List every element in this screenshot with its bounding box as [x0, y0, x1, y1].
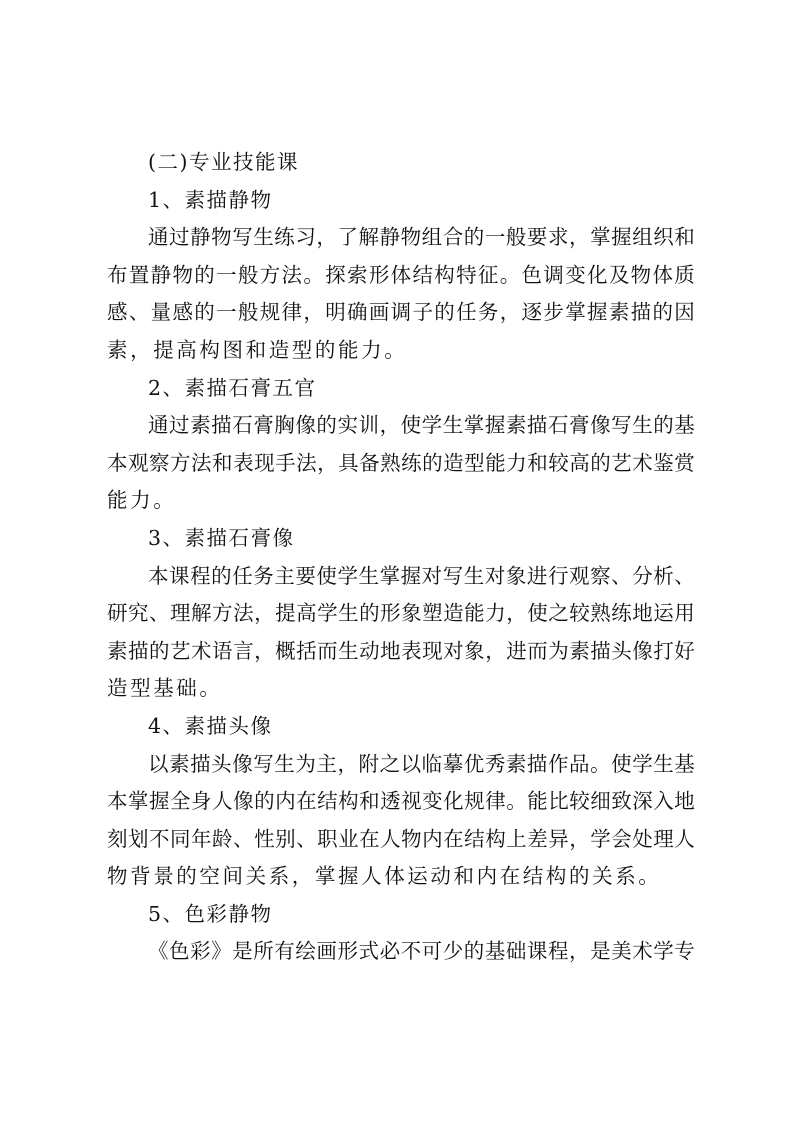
- paragraph-line: 通过素描石膏胸像的实训，使学生掌握素描石膏像写生的基: [148, 413, 695, 438]
- paragraph-line: 造型基础。: [107, 676, 223, 701]
- paragraph-line: 本掌握全身人像的内在结构和透视变化规律。能比较细致深入地: [107, 789, 695, 814]
- paragraph-line: 以素描头像写生为主，附之以临摹优秀素描作品。使学生基: [148, 751, 695, 776]
- paragraph-line: 《色彩》是所有绘画形式必不可少的基础课程，是美术学专: [148, 939, 695, 964]
- course-section-sketch-still-life: [107, 182, 695, 370]
- paragraph-line: 素，提高构图和造型的能力。: [107, 337, 408, 362]
- paragraph-line: 素描的艺术语言，概括而生动地表现对象，进而为素描头像打好: [107, 638, 695, 663]
- paragraph-line: 布置静物的一般方法。探索形体结构特征。色调变化及物体质: [107, 262, 695, 287]
- course-heading: 1、素描静物: [148, 187, 273, 212]
- paragraph-line: 能力。: [107, 488, 177, 513]
- course-section-sketch-portrait: [107, 708, 695, 896]
- paragraph-line: 刻划不同年龄、性别、职业在人物内在结构上差异，学会处理人: [107, 826, 695, 851]
- paragraph-line: 物背景的空间关系，掌握人体运动和内在结构的关系。: [107, 864, 662, 889]
- course-section-plaster-features: [107, 370, 695, 520]
- course-section-color-still-life: [107, 896, 695, 971]
- paragraph-line: 感、量感的一般规律，明确画调子的任务，逐步掌握素描的因: [107, 300, 695, 325]
- paragraph-line: 本课程的任务主要使学生掌握对写生对象进行观察、分析、: [148, 563, 695, 588]
- document-body: [107, 144, 695, 971]
- section-title: (二)专业技能课: [148, 150, 299, 174]
- course-heading: 3、素描石膏像: [148, 525, 295, 550]
- course-section-plaster-statue: [107, 520, 695, 708]
- course-heading: 5、色彩静物: [148, 901, 273, 926]
- course-heading: 4、素描头像: [148, 713, 273, 738]
- paragraph-line: 本观察方法和表现手法，具备熟练的造型能力和较高的艺术鉴赏: [107, 450, 695, 475]
- paragraph-line: 通过静物写生练习，了解静物组合的一般要求，掌握组织和: [148, 225, 695, 250]
- paragraph-line: 研究、理解方法，提高学生的形象塑造能力，使之较熟练地运用: [107, 601, 695, 626]
- course-heading: 2、素描石膏五官: [148, 375, 317, 400]
